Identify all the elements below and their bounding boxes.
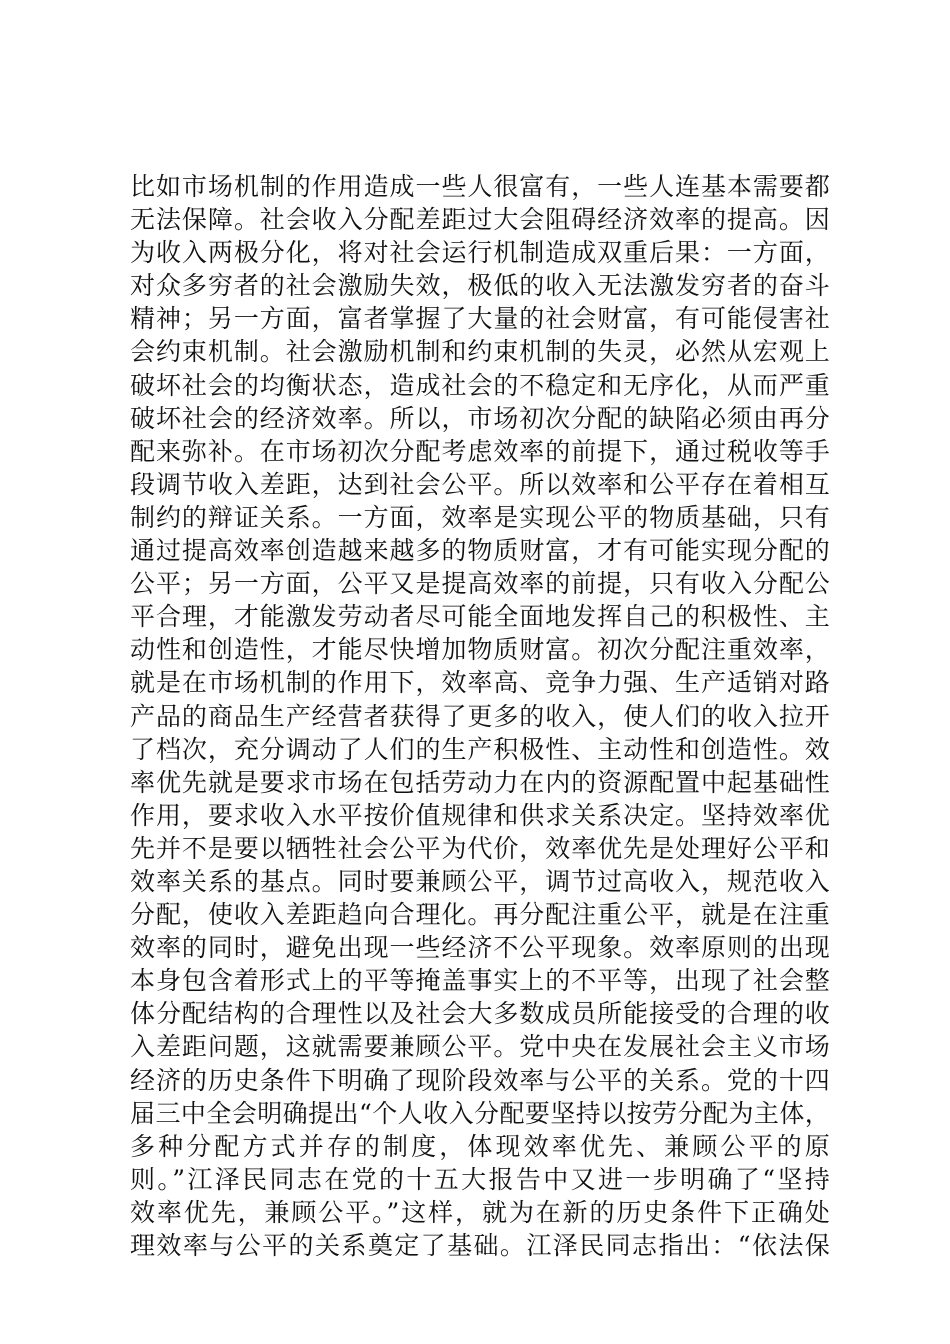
text-line: 段调节收入差距，达到社会公平。所以效率和公平存在着相互 xyxy=(130,469,830,499)
text-line: 公平；另一方面，公平又是提高效率的前提，只有收入分配公 xyxy=(130,569,830,599)
text-line: 效率优先，兼顾公平。”这样，就为在新的历史条件下正确处 xyxy=(130,1197,830,1227)
text-line: 对众多穷者的社会激励失效，极低的收入无法激发穷者的奋斗 xyxy=(130,271,830,301)
text-line: 为收入两极分化，将对社会运行机制造成双重后果：一方面， xyxy=(130,238,830,268)
text-line: 先并不是要以牺牲社会公平为代价，效率优先是处理好公平和 xyxy=(130,833,830,863)
text-line: 多种分配方式并存的制度，体现效率优先、兼顾公平的原 xyxy=(130,1131,830,1161)
text-line: 通过提高效率创造越来越多的物质财富，才有可能实现分配的 xyxy=(130,536,830,566)
text-line: 动性和创造性，才能尽快增加物质财富。初次分配注重效率， xyxy=(130,635,830,665)
text-line: 效率的同时，避免出现一些经济不公平现象。效率原则的出现 xyxy=(130,933,830,963)
text-line: 经济的历史条件下明确了现阶段效率与公平的关系。党的十四 xyxy=(130,1065,830,1095)
text-line: 体分配结构的合理性以及社会大多数成员所能接受的合理的收 xyxy=(130,999,830,1029)
text-line: 无法保障。社会收入分配差距过大会阻碍经济效率的提高。因 xyxy=(130,205,830,235)
text-line: 了档次，充分调动了人们的生产积极性、主动性和创造性。效 xyxy=(130,734,830,764)
text-line: 破坏社会的经济效率。所以，市场初次分配的缺陷必须由再分 xyxy=(130,403,830,433)
text-line: 产品的商品生产经营者获得了更多的收入，使人们的收入拉开 xyxy=(130,701,830,731)
text-line: 制约的辩证关系。一方面，效率是实现公平的物质基础，只有 xyxy=(130,502,830,532)
text-line: 率优先就是要求市场在包括劳动力在内的资源配置中起基础性 xyxy=(130,767,830,797)
text-line: 作用，要求收入水平按价值规律和供求关系决定。坚持效率优 xyxy=(130,800,830,830)
text-line: 精神；另一方面，富者掌握了大量的社会财富，有可能侵害社 xyxy=(130,304,830,334)
text-line: 平合理，才能激发劳动者尽可能全面地发挥自己的积极性、主 xyxy=(130,602,830,632)
text-line: 届三中全会明确提出“个人收入分配要坚持以按劳分配为主体， xyxy=(130,1098,830,1128)
text-line: 本身包含着形式上的平等掩盖事实上的不平等，出现了社会整 xyxy=(130,966,830,996)
text-line: 破坏社会的均衡状态，造成社会的不稳定和无序化，从而严重 xyxy=(130,370,830,400)
text-line: 比如市场机制的作用造成一些人很富有，一些人连基本需要都 xyxy=(130,172,830,201)
text-line: 理效率与公平的关系奠定了基础。江泽民同志指出：“依法保 xyxy=(130,1231,830,1260)
text-line: 则。”江泽民同志在党的十五大报告中又进一步明确了“坚持 xyxy=(130,1164,830,1194)
text-line: 配来弥补。在市场初次分配考虑效率的前提下，通过税收等手 xyxy=(130,436,830,466)
text-line: 效率关系的基点。同时要兼顾公平，调节过高收入，规范收入 xyxy=(130,866,830,896)
body-paragraph xyxy=(130,170,830,1262)
text-line: 会约束机制。社会激励机制和约束机制的失灵，必然从宏观上 xyxy=(130,337,830,367)
text-line: 就是在市场机制的作用下，效率高、竞争力强、生产适销对路 xyxy=(130,668,830,698)
text-line: 分配，使收入差距趋向合理化。再分配注重公平，就是在注重 xyxy=(130,900,830,930)
text-line: 入差距问题，这就需要兼顾公平。党中央在发展社会主义市场 xyxy=(130,1032,830,1062)
